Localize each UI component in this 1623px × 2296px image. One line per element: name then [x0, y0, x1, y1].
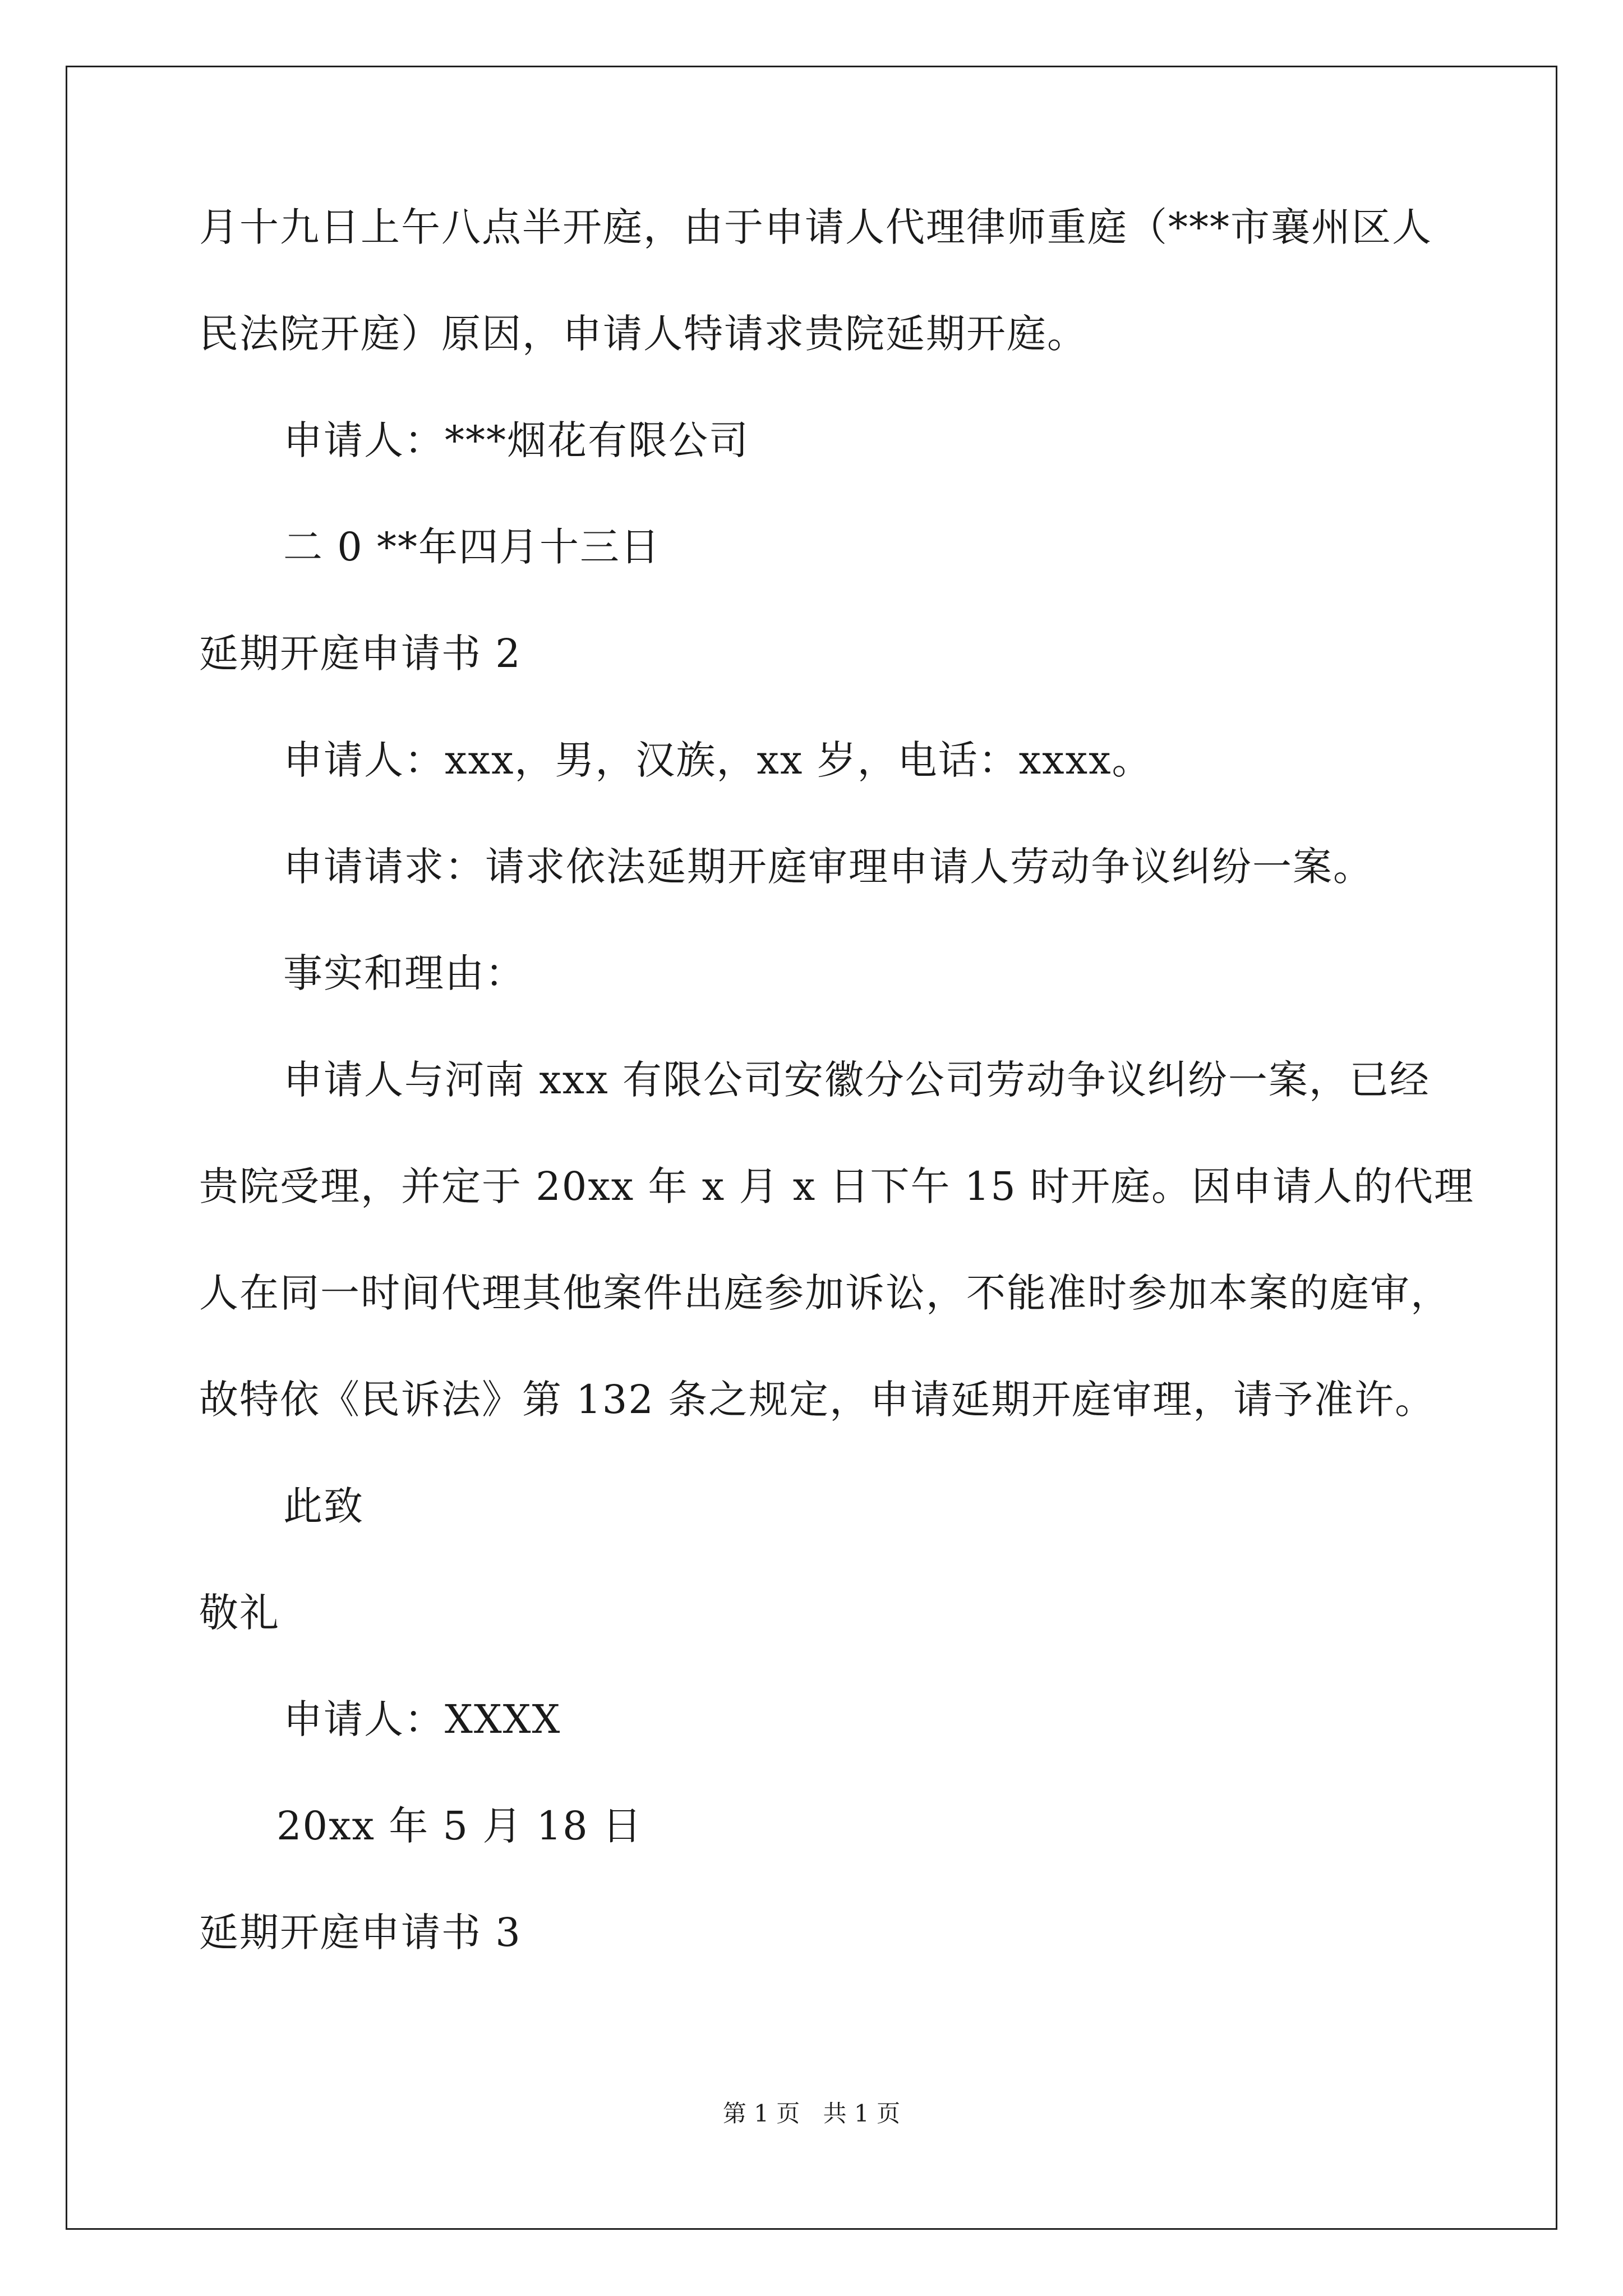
section-heading: 延期开庭申请书 2 — [199, 631, 522, 677]
paragraph-line: 人在同一时间代理其他案件出庭参加诉讼，不能准时参加本案的庭审， — [199, 1270, 1451, 1316]
paragraph-line: 月十九日上午八点半开庭，由于申请人代理律师重庭（***市襄州区人 — [199, 204, 1432, 250]
salutation-line: 敬礼 — [199, 1590, 280, 1636]
paragraph-line: 申请人与河南 xxx 有限公司安徽分公司劳动争议纠纷一案，已经 — [283, 1057, 1430, 1103]
document-body — [199, 204, 1475, 2019]
facts-heading: 事实和理由： — [283, 950, 525, 996]
signature-line: 申请人：XXXX — [283, 1696, 561, 1742]
paragraph-line: 贵院受理，并定于 20xx 年 x 月 x 日下午 15 时开庭。因申请人的代理 — [199, 1163, 1475, 1209]
applicant-line: 申请人：***烟花有限公司 — [283, 417, 749, 463]
applicant-info-line: 申请人：xxx，男，汉族，xx 岁，电话：xxxx。 — [283, 737, 1152, 783]
page-number: 第 1 页 — [722, 2100, 800, 2127]
paragraph-line: 故特依《民诉法》第 132 条之规定，申请延期开庭审理，请予准许。 — [199, 1377, 1436, 1423]
page-total: 共 1 页 — [823, 2100, 901, 2127]
date-line: 二 0 **年四月十三日 — [283, 524, 661, 570]
closing-line: 此致 — [283, 1483, 364, 1529]
paragraph-line: 民法院开庭）原因，申请人特请求贵院延期开庭。 — [199, 311, 1087, 357]
section-heading: 延期开庭申请书 3 — [199, 1910, 522, 1955]
request-line: 申请请求：请求依法延期开庭审理申请人劳动争议纠纷一案。 — [283, 844, 1373, 890]
signature-date-line: 20xx 年 5 月 18 日 — [276, 1803, 643, 1849]
page-footer — [0, 2102, 1623, 2125]
